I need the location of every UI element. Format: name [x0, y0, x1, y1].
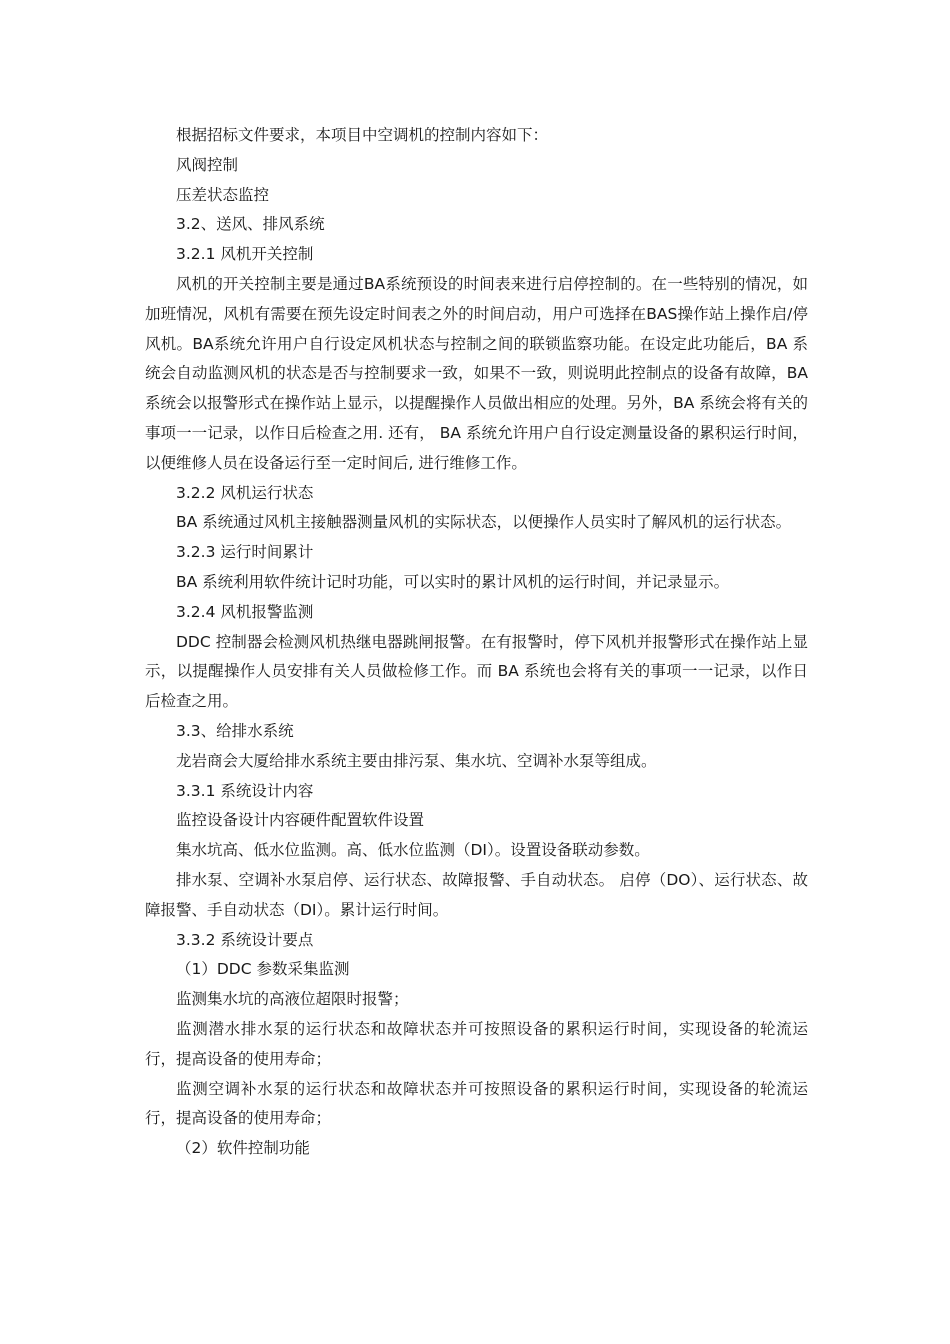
- paragraph: 根据招标文件要求，本项目中空调机的控制内容如下：: [176, 126, 549, 144]
- paragraph: 3.3、给排水系统: [176, 721, 294, 740]
- paragraph: 集水坑高、低水位监测。高、低水位监测（DI）。设置设备联动参数。: [176, 841, 650, 860]
- paragraph: 风阀控制: [176, 155, 239, 174]
- paragraph: BA 系统利用软件统计记时功能，可以实时的累计风机的运行时间，并记录显示。: [176, 572, 730, 591]
- paragraph: 3.3.1 系统设计内容: [176, 781, 314, 800]
- paragraph: 3.2.3 运行时间累计: [176, 543, 314, 562]
- paragraph: 监测集水坑的高液位超限时报警；: [176, 990, 409, 1009]
- paragraph: （2）软件控制功能: [176, 1139, 310, 1158]
- document-body: [145, 121, 808, 1164]
- paragraph: DDC 控制器会检测风机热继电器跳闸报警。在有报警时，停下风机并报警形式在操作站上显示，以提醒操作人员安排有关人员做检修工作。而 BA 系统也会将有关的事项一一记录，以作日后检查之用。: [145, 632, 808, 711]
- paragraph: 3.3.2 系统设计要点: [176, 930, 314, 949]
- paragraph: （1）DDC 参数采集监测: [176, 960, 350, 979]
- paragraph: 风机的开关控制主要是通过BA系统预设的时间表来进行启停控制的。在一些特别的情况，如加班情况，风机有需要在预先设定时间表之外的时间启动，用户可选择在BAS操作站上操作启/停风机。BA系统允许用户自行设定风机状态与控制之间的联锁监察功能。在设定此功能后，BA 系统会自动监测风机的状态是否与控制要求一致，如果不一致，则说明此控制点的设备有故障，BA 系统会以报警形式在操作站上显示，以提醒操作人员做出相应的处理。另外，BA 系统会将有关的事项一一记录，以作日后检查之用. 还有， BA 系统允许用户自行设定测量设备的累积运行时间，以便维修人员在设备运行至一定时间后, 进行维修工作。: [145, 274, 808, 472]
- paragraph: 3.2.1 风机开关控制: [176, 245, 314, 264]
- paragraph: 龙岩商会大厦给排水系统主要由排污泵、集水坑、空调补水泵等组成。: [176, 751, 657, 770]
- paragraph: 监测潜水排水泵的运行状态和故障状态并可按照设备的累积运行时间，实现设备的轮流运行，提高设备的使用寿命；: [145, 1019, 808, 1068]
- paragraph: 3.2.2 风机运行状态: [176, 483, 314, 502]
- paragraph: 压差状态监控: [176, 185, 270, 204]
- paragraph: 监控设备设计内容硬件配置软件设置: [176, 811, 425, 830]
- paragraph: 排水泵、空调补水泵启停、运行状态、故障报警、手自动状态。 启停（DO）、运行状态、故障报警、手自动状态（DI）。累计运行时间。: [145, 870, 808, 919]
- paragraph: 3.2、送风、排风系统: [176, 215, 325, 234]
- paragraph: BA 系统通过风机主接触器测量风机的实际状态，以便操作人员实时了解风机的运行状态。: [176, 513, 792, 532]
- paragraph: 监测空调补水泵的运行状态和故障状态并可按照设备的累积运行时间，实现设备的轮流运行，提高设备的使用寿命；: [145, 1079, 808, 1128]
- paragraph: 3.2.4 风机报警监测: [176, 602, 314, 621]
